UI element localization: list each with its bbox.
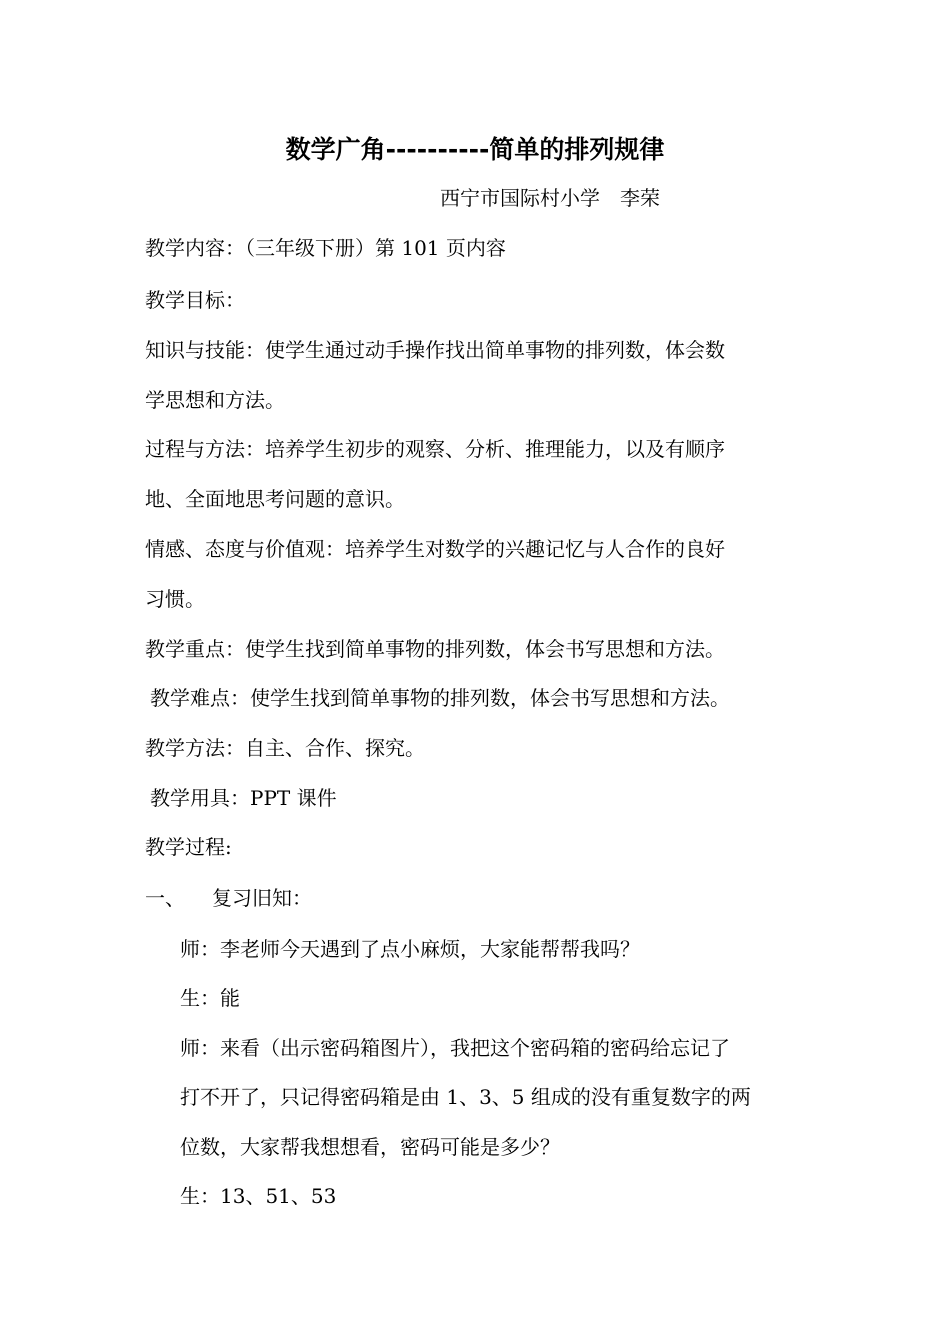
dialogue-line: 打不开了，只记得密码箱是由 1、3、5 组成的没有重复数字的两 xyxy=(180,1085,751,1109)
knowledge-goal-line-2: 学思想和方法。 xyxy=(145,388,285,412)
key-point: 教学重点：使学生找到简单事物的排列数，体会书写思想和方法。 xyxy=(145,637,725,661)
teaching-content: 教学内容：（三年级下册）第 101 页内容 xyxy=(145,236,506,260)
process-heading: 教学过程: xyxy=(145,835,232,859)
dialogue-line: 位数，大家帮我想想看，密码可能是多少？ xyxy=(180,1135,560,1159)
dialogue-line: 师：来看（出示密码箱图片），我把这个密码箱的密码给忘记了 xyxy=(180,1036,730,1060)
emotion-goal-line-2: 习惯。 xyxy=(145,587,205,611)
goals-heading: 教学目标： xyxy=(145,288,245,312)
document-title: 数学广角----------简单的排列规律 xyxy=(285,135,665,164)
process-goal-line-1: 过程与方法：培养学生初步的观察、分析、推理能力，以及有顺序 xyxy=(145,437,725,461)
dialogue-line: 生：能 xyxy=(180,986,240,1010)
teaching-tools: 教学用具：PPT 课件 xyxy=(150,786,337,810)
process-goal-line-2: 地、全面地思考问题的意识。 xyxy=(145,487,405,511)
emotion-goal-line-1: 情感、态度与价值观：培养学生对数学的兴趣记忆与人合作的良好 xyxy=(145,537,725,561)
difficulty: 教学难点：使学生找到简单事物的排列数，体会书写思想和方法。 xyxy=(150,686,730,710)
knowledge-goal-line-1: 知识与技能：使学生通过动手操作找出简单事物的排列数，体会数 xyxy=(145,338,725,362)
section-title: 复习旧知： xyxy=(212,886,312,910)
dialogue-line: 生：13、51、53 xyxy=(180,1184,337,1208)
teaching-method: 教学方法：自主、合作、探究。 xyxy=(145,736,425,760)
author-line: 西宁市国际村小学 李荣 xyxy=(440,186,660,210)
section-number: 一、 xyxy=(145,886,185,910)
dialogue-line: 师：李老师今天遇到了点小麻烦，大家能帮帮我吗？ xyxy=(180,937,640,961)
